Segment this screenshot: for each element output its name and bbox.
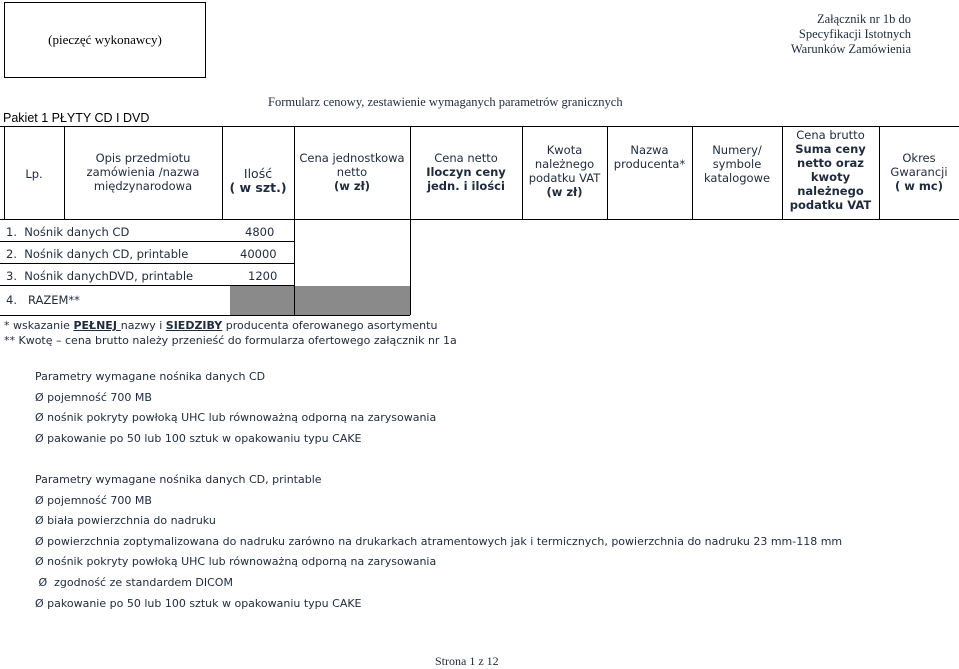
- list-item: Ø pojemność 700 MB: [35, 493, 152, 507]
- attachment-line-1: Załącznik nr 1b do: [816, 12, 911, 26]
- header-bottom-border: [0, 219, 959, 220]
- list-item: Ø pojemność 700 MB: [35, 390, 152, 404]
- table-top-border: [0, 126, 959, 127]
- col-header-warranty: Okres Gwarancji ( w mc): [890, 151, 948, 193]
- attachment-note: [791, 12, 911, 57]
- row-divider: [0, 263, 295, 264]
- footnotes: [4, 318, 457, 348]
- list-item: Ø zgodność ze standardem DICOM: [35, 575, 233, 589]
- row-quantity: 1200: [248, 269, 278, 283]
- col-header-unit-price: Cena jednostkowa netto (w zł): [299, 151, 405, 193]
- attachment-line-3: Warunków Zamówienia: [790, 42, 911, 56]
- col-header-gross: Cena brutto Suma ceny netto oraz kwoty należnego podatku VAT: [789, 128, 872, 212]
- col-header-producer: Nazwa producenta*: [613, 143, 686, 171]
- table-row: 1. Nośnik danych CD: [6, 225, 130, 239]
- col-header-catalog: Numery/ symbole katalogowe: [703, 143, 771, 185]
- col-header-net-price: Cena netto Iloczyn ceny jedn. i ilości: [426, 151, 506, 193]
- params-cd: [35, 370, 436, 452]
- stamp-label: (pieczęć wykonawcy): [48, 32, 162, 47]
- col-border: [607, 126, 608, 219]
- total-unit-price-cell-shaded: [295, 286, 410, 315]
- params-cd-printable-title: Parametry wymagane nośnika danych CD, printable: [35, 473, 322, 486]
- col-header-vat: Kwota należnego podatku VAT (w zł): [528, 143, 601, 199]
- table-row: 3. Nośnik danychDVD, printable: [6, 269, 194, 283]
- list-item: Ø pakowanie po 50 lub 100 sztuk w opakowaniu typu CAKE: [35, 431, 362, 445]
- stamp-box: [4, 2, 206, 78]
- table-row-total: 4. RAZEM**: [6, 293, 80, 307]
- page-number: Strona 1 z 12: [435, 654, 499, 668]
- total-qty-cell-shaded: [230, 286, 294, 315]
- list-item: Ø pakowanie po 50 lub 100 sztuk w opakowaniu typu CAKE: [35, 596, 362, 610]
- list-item: Ø biała powierzchnia do nadruku: [35, 514, 216, 528]
- list-item: Ø powierzchnia zoptymalizowana do nadruku zarówno na drukarkach atramentowych jak i termicznych, powierzchnia do nadruku 23 mm-118 mm: [35, 534, 843, 548]
- row-quantity: 40000: [240, 247, 277, 261]
- col-header-description: Opis przedmiotu zamówienia /nazwa międzynarodowa: [86, 151, 200, 193]
- form-title: Formularz cenowy, zestawienie wymaganych parametrów granicznych: [268, 95, 623, 109]
- row-divider: [0, 241, 295, 242]
- params-cd-printable: [35, 473, 842, 617]
- col-header-quantity: Ilość ( w szt.): [229, 166, 287, 195]
- row-quantity: 4800: [245, 225, 275, 239]
- list-item: Ø nośnik pokryty powłoką UHC lub równoważną odporną na zarysowania: [35, 411, 437, 425]
- params-cd-title: Parametry wymagane nośnika danych CD: [35, 370, 266, 383]
- table-bottom-border: [0, 315, 410, 316]
- col-header-lp: Lp.: [25, 167, 43, 181]
- attachment-line-2: Specyfikacji Istotnych: [798, 27, 911, 41]
- package-title: Pakiet 1 PŁYTY CD I DVD: [3, 111, 150, 125]
- table-row: 2. Nośnik danych CD, printable: [6, 247, 189, 261]
- footnote-gross-amount: ** Kwotę – cena brutto należy przenieść do formularza ofertowego załącznik nr 1a: [4, 334, 457, 347]
- footnote-producer: * wskazanie PEŁNEJ nazwy i SIEDZIBY producenta oferowanego asortymentu: [4, 319, 438, 332]
- list-item: Ø nośnik pokryty powłoką UHC lub równoważną odporną na zarysowania: [35, 555, 437, 569]
